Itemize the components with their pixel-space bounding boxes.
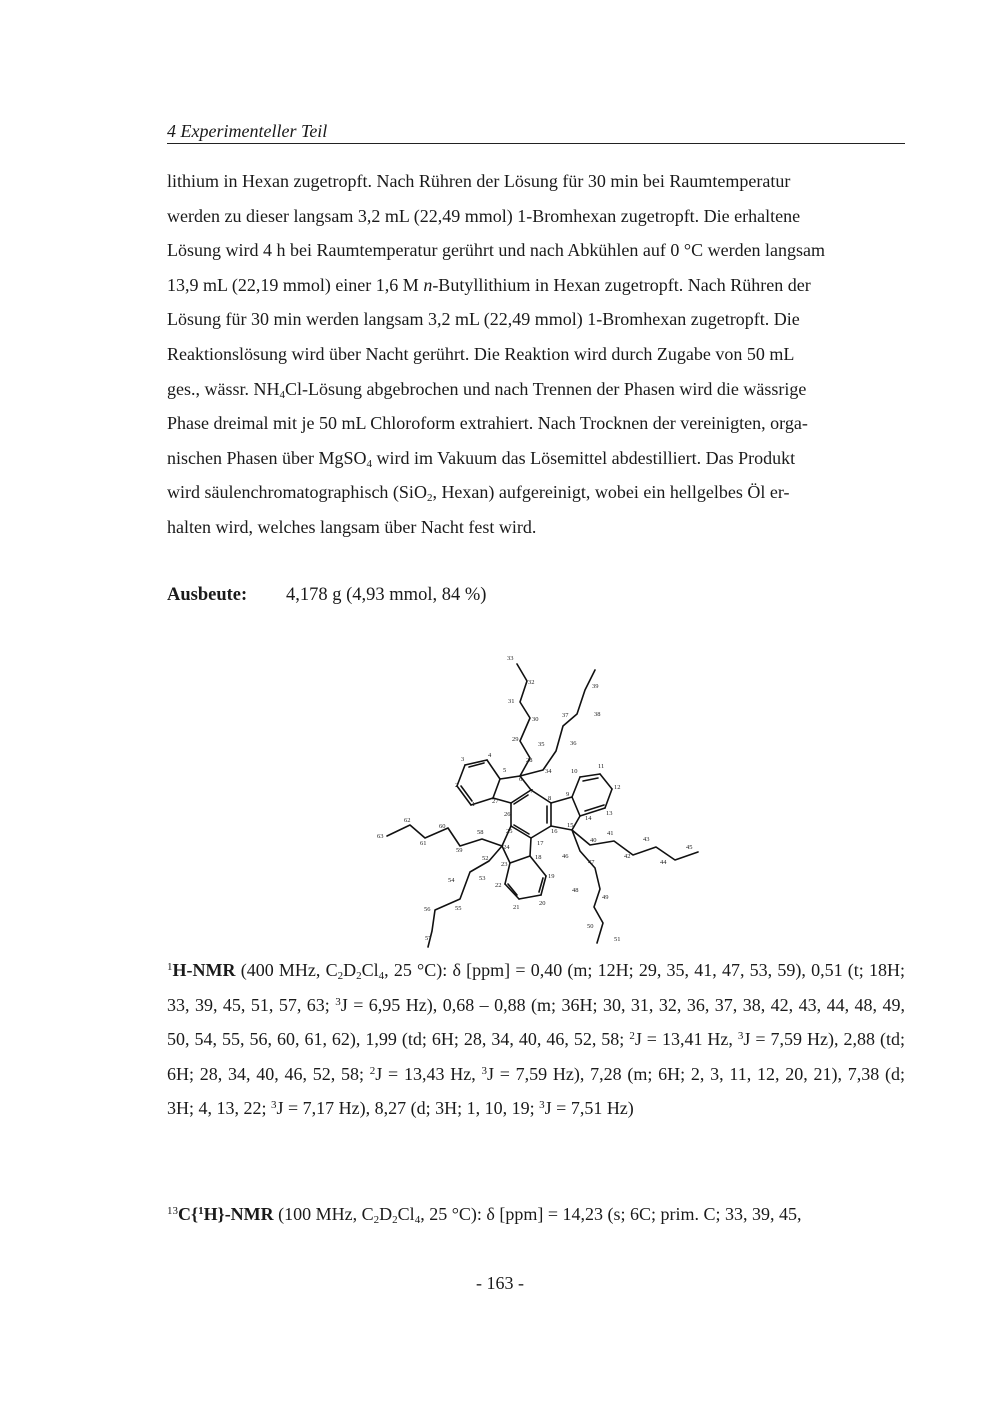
atom-label: 50 [587, 923, 594, 930]
atom-label: 22 [495, 882, 502, 889]
atom-label: 34 [545, 768, 552, 775]
atom-label: 17 [537, 840, 544, 847]
atom-label: 12 [614, 784, 621, 791]
text-line: Lösung wird 4 h bei Raumtemperatur gerührt und nach Abkühlen auf 0 °C werden langsam [167, 240, 826, 261]
atom-label: 21 [513, 904, 520, 911]
bond [572, 830, 698, 860]
bond [487, 760, 500, 779]
atom-label: 16 [551, 828, 558, 835]
bond [583, 778, 598, 781]
text-line: Lösung für 30 min werden langsam 3,2 mL (22,49 mmol) 1-Bromhexan zugetropft. Die [167, 309, 800, 330]
atom-label: 42 [624, 853, 631, 860]
atom-label: 2 [455, 782, 459, 789]
text-line: lithium in Hexan zugetropft. Nach Rühren der Lösung für 30 min bei Raumtemperatur [167, 171, 791, 191]
page-number: - 163 - [476, 1273, 524, 1293]
atom-label: 1 [472, 801, 476, 808]
atom-label: 39 [592, 683, 599, 690]
text-line: 13,9 mL (22,19 mmol) einer 1,6 M n-Butyllithium in Hexan zugetropft. Nach Rühren der [167, 274, 811, 295]
atom-label: 58 [477, 829, 484, 836]
bond [572, 797, 580, 816]
bond [511, 790, 531, 803]
atom-label: 53 [479, 875, 486, 882]
atom-label: 52 [482, 855, 489, 862]
atom-label: 26 [504, 811, 511, 818]
text-line: werden zu dieser langsam 3,2 mL (22,49 mmol) 1-Bromhexan zugetropft. Die erhaltene [167, 205, 801, 226]
running-header: 4 Experimenteller Teil [167, 121, 905, 144]
atom-label: 45 [686, 844, 693, 851]
yield-value: 4,178 g (4,93 mmol, 84 %) [286, 585, 487, 605]
atom-label: 35 [538, 741, 545, 748]
c-nmr-paragraph: $^{13}$C{$^1$H}-NMR (100 MHz, $C_2D_2Cl_4$, 25 °C): δ [ppm] = 14,23 (s; 6C; prim. C; 33, 39, 45, [167, 1204, 802, 1226]
atom-label: 44 [660, 859, 667, 866]
text-line: Reaktionslösung wird über Nacht gerührt. Die Reaktion wird durch Zugabe von 50 mL [167, 343, 795, 364]
atom-label: 25 [506, 828, 513, 835]
bond [510, 856, 530, 863]
atom-label: 18 [535, 854, 542, 861]
atom-label: 43 [643, 836, 650, 843]
atom-label: 40 [590, 837, 597, 844]
atom-label: 33 [507, 655, 514, 662]
h-nmr-paragraph: $^1$H-NMR (400 MHz, $C_2D_2Cl_4$, 25 °C): δ [ppm] = 0,40 (m; 12H; 29, 35, 41, 47, 53, 59), 0,51 (t; 18H; 33, 39, 45, 51, 57, 63; $^3$J = 6,95 Hz), 0,68 – 0,88 (m; 36H; 30, 31, 32, 36, 37, 38, 42, 43, 44, 48, 49, 50, 54, 55, 56, 60, 61, 62), 1,99 (td; 6H; 28, 34, 40, 46, 52, 58; $^2$J = 13,41 Hz, $^3$J = 7,59 Hz), 2,88 (td; 6H; 28, 34, 40, 46, 52, 58; $^2$J = 13,43 Hz, $^3$J = 7,59 Hz), 7,28 (m; 6H; 2, 3, 11, 12, 20, 21), 7,38 (d; 3H; 4, 13, 22; $^3$J = 7,17 Hz), 8,27 (d; 3H; 1, 10, 19; $^3$J = 7,51 Hz) [167, 960, 905, 1119]
atom-label: 15 [567, 822, 574, 829]
atom-label: 9 [566, 791, 570, 798]
atom-label: 19 [548, 873, 555, 880]
bond [600, 774, 612, 789]
atom-label: 23 [501, 861, 508, 868]
atom-label: 61 [420, 840, 427, 847]
atom-label: 49 [602, 894, 609, 901]
atom-label: 48 [572, 887, 579, 894]
atom-label: 20 [539, 900, 546, 907]
atom-label: 37 [562, 712, 569, 719]
atom-number-labels [377, 655, 693, 943]
bond [531, 826, 551, 838]
bond [530, 838, 531, 856]
atom-label: 8 [548, 795, 552, 802]
bond [505, 884, 519, 899]
text-line: halten wird, welches langsam über Nacht fest wird. [167, 516, 537, 537]
atom-label: 29 [512, 736, 519, 743]
atom-label: 51 [614, 936, 621, 943]
atom-label: 46 [562, 853, 569, 860]
atom-label: 28 [526, 757, 533, 764]
atom-label: 47 [588, 859, 595, 866]
atom-label: 55 [455, 905, 462, 912]
atom-label: 56 [424, 906, 431, 913]
bond [511, 826, 531, 838]
bond [519, 895, 541, 899]
atom-label: 11 [598, 763, 605, 770]
atom-label: 54 [448, 877, 455, 884]
bond [585, 805, 604, 811]
atom-label: 32 [528, 679, 535, 686]
atom-label: 13 [606, 810, 613, 817]
atom-label: 6 [519, 776, 523, 783]
atom-label: 5 [503, 767, 507, 774]
atom-label: 4 [488, 752, 492, 759]
atom-label: 59 [456, 847, 463, 854]
yield-label: Ausbeute: [167, 585, 248, 605]
atom-label: 62 [404, 817, 411, 824]
atom-label: 36 [570, 740, 577, 747]
bond [500, 776, 520, 779]
atom-label: 7 [530, 788, 534, 795]
bond [605, 789, 612, 808]
atom-label: 3 [461, 756, 465, 763]
atom-label: 63 [377, 833, 384, 840]
atom-label: 10 [571, 768, 578, 775]
bond [580, 774, 600, 777]
bond [572, 777, 580, 797]
atom-label: 27 [492, 798, 499, 805]
atom-label: 31 [508, 698, 515, 705]
atom-label: 14 [585, 815, 592, 822]
text-line: ges., wässr. $NH_4Cl$-Lösung abgebrochen und nach Trennen der Phasen wird die wässrige [167, 378, 807, 401]
atom-label: 57 [425, 935, 432, 942]
atom-label: 60 [439, 823, 446, 830]
bond [493, 779, 500, 798]
text-line: wird säulenchromatographisch (SiO$_2$, Hexan) aufgereinigt, wobei ein hellgelbes Öl er- [167, 482, 790, 505]
atom-label: 41 [607, 830, 614, 837]
bond [428, 846, 502, 947]
atom-label: 38 [594, 711, 601, 718]
text-line: Phase dreimal mit je 50 mL Chloroform extrahiert. Nach Trocknen der vereinigten, orga- [167, 413, 808, 434]
atom-label: 30 [532, 716, 539, 723]
atom-label: 24 [503, 844, 510, 851]
text-line: nischen Phasen über MgSO$_4$ wird im Vakuum das Lösemittel abdestilliert. Das Produkt [167, 447, 796, 470]
